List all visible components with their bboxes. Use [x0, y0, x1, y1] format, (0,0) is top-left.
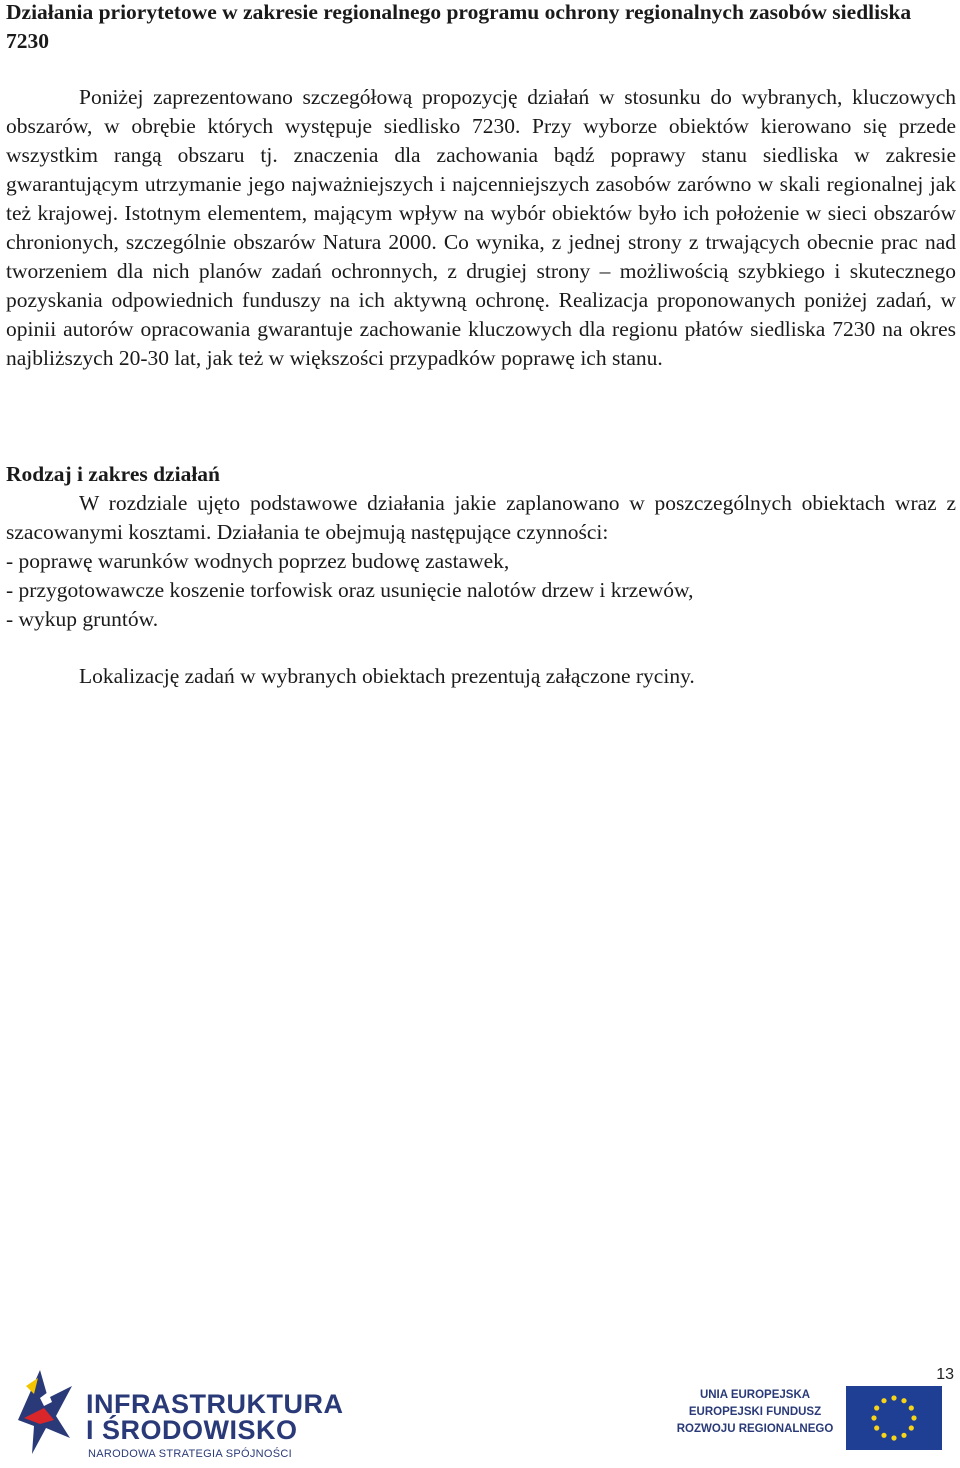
- eu-flag-icon: [846, 1386, 942, 1450]
- list-item: - przygotowawcze koszenie torfowisk oraz usunięcie nalotów drzew i krzewów,: [6, 578, 694, 602]
- section-paragraph: W rozdziale ujęto podstawowe działania jakie zaplanowano w poszczególnych obiektach wraz z szacowanymi kosztami. Działania te obejmują następujące czynności:: [6, 491, 956, 544]
- eu-text-line-3: ROZWOJU REGIONALNEGO: [676, 1423, 834, 1435]
- star-emblem-icon: [10, 1358, 80, 1458]
- list-item: - wykup gruntów.: [6, 607, 159, 631]
- page-footer: [0, 1350, 960, 1468]
- eu-text-line-1: UNIA EUROPEJSKA: [699, 1389, 811, 1401]
- eu-fund-logo: [670, 1370, 950, 1465]
- logo-tagline: NARODOWA STRATEGIA SPÓJNOŚCI: [88, 1448, 292, 1460]
- section-heading: Rodzaj i zakres działań: [6, 462, 221, 486]
- eu-text-line-2: EUROPEJSKI FUNDUSZ: [688, 1406, 822, 1418]
- page-number: 13: [936, 1366, 954, 1383]
- intro-paragraph: Poniżej zaprezentowano szczegółową propozycję działań w stosunku do wybranych, kluczowych obszarów, w obrębie których występuje siedlisko 7230. Przy wyborze obiektów kierowano się przede wszystkim rangą obszaru tj. znaczenia dla zachowania bądź poprawy stanu siedliska w zakresie gwarantującym utrzymanie jego najważniejszych i najcenniejszych zasobów zarówno w skali regionalnej jak też krajowej. Istotnym elementem, mającym wpływ na wybór obiektów było ich położenie w sieci obszarów chronionych, szczególnie obszarów Natura 2000. Co wynika, z jednej strony z trwających obecnie prac nad tworzeniem dla nich planów zadań ochronnych, z drugiej strony – możliwością szybkiego i skutecznego pozyskania odpowiednich funduszy na ich aktywną ochronę. Realizacja proponowanych poniżej zadań, w opinii autorów opracowania gwarantuje zachowanie kluczowych dla regionu płatów siedliska 7230 na okres najbliższych 20-30 lat, jak też w większości przypadków poprawę ich stanu.: [6, 85, 956, 370]
- infrastruktura-logo: [10, 1358, 344, 1460]
- logo-line-1: INFRASTRUKTURA: [86, 1389, 344, 1419]
- document-title: Działania priorytetowe w zakresie regionalnego programu ochrony regionalnych zasobów siedliska 7230: [6, 0, 912, 53]
- closing-paragraph: Lokalizację zadań w wybranych obiektach prezentują załączone ryciny.: [79, 664, 695, 688]
- list-item: - poprawę warunków wodnych poprzez budowę zastawek,: [6, 549, 510, 573]
- actions-list: [6, 547, 956, 634]
- logo-line-2: I ŚRODOWISKO: [86, 1415, 298, 1445]
